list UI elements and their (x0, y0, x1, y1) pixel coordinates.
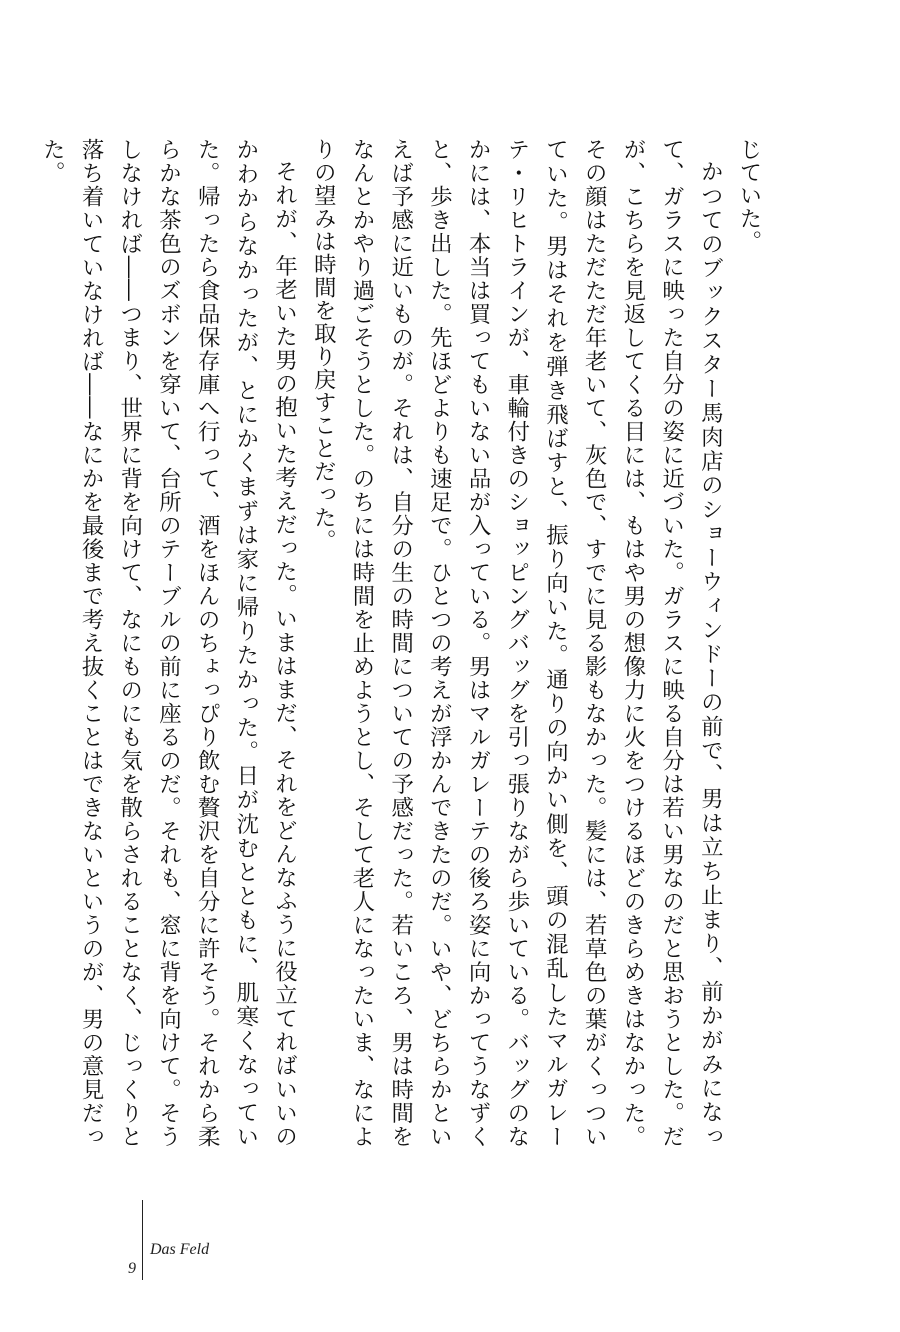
page-number: 9 (128, 1260, 136, 1277)
running-title: Das Feld (150, 1241, 210, 1258)
footer-divider (142, 1200, 143, 1280)
paragraph-old-man-thought: それが、年老いた男の抱いた考えだった。いまはまだ、それをどんなふうに役立てればいいのかわからなかったが、とにかくまずは家に帰りたかった。日が沈むとともに、肌寒くなっていた。帰ったら食品保存庫へ行って、酒をほんのちょっぴり飲む贅沢を自分に許そう。それから柔らかな茶色のズボンを穿いて、台所のテーブルの前に座るのだ。それも、窓に背を向けて。そうしなければ――つまり、世界に背を向けて、なにものにも気を散らされることなく、じっくりと落ち着いていなければ――なにかを最後まで考え抜くことはできないというのが、男の意見だった。 (39, 138, 298, 1148)
paragraph-showcase-window: かつてのブックスター馬肉店のショーウィンドーの前で、男は立ち止まり、前かがみになって、ガラスに映った自分の姿に近づいた。ガラスに映る自分は若い男なのだと思おうとした。だが、こちらを見返してくる目には、もはや男の想像力に火をつけるほどのきらめきはなかった。その顔はただただ年老いて、灰色で、すでに見る影もなかった。髪には、若草色の葉がくっついていた。男はそれを弾き飛ばすと、振り向いた。通りの向かい側を、頭の混乱したマルガレーテ・リヒトラインが、車輪付きのショッピングバッグを引っ張りながら歩いている。バッグのなかには、本当は買ってもいない品が入っている。男はマルガレーテの後ろ姿に向かってうなずくと、歩き出した。先ほどよりも速足で。ひとつの考えが浮かんできたのだ。いや、どちらかといえば予感に近いものが。それは、自分の生の時間についての予感だった。若いころ、男は時間をなんとかやり過ごそうとした。のちには時間を止めようとし、そして老人になったいま、なによりの望みは時間を取り戻すことだった。 (310, 138, 724, 1148)
paragraph-continuation: じていた。 (736, 138, 762, 253)
vertical-text-body (39, 138, 768, 1148)
